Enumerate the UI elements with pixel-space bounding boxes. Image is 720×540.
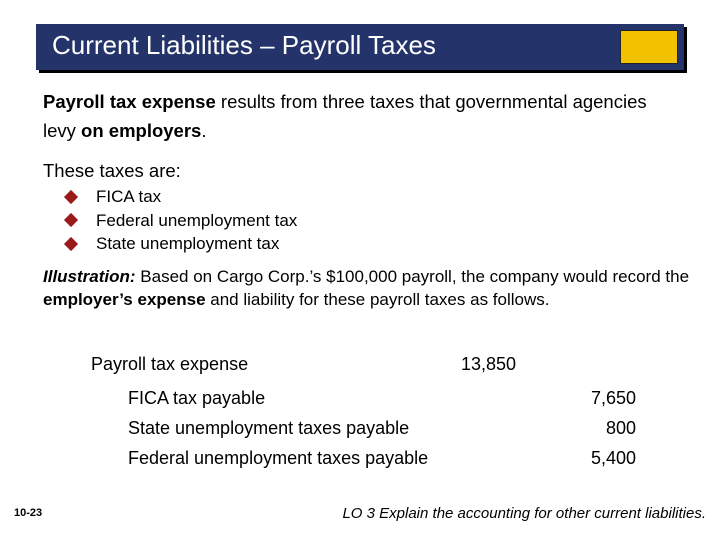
illustration-paragraph bbox=[43, 265, 703, 311]
credit-amount-state: 800 bbox=[605, 418, 636, 438]
intro-middle: results from three taxes that governmental agencies levy bbox=[43, 91, 647, 141]
list-item bbox=[64, 185, 297, 209]
title-bar bbox=[36, 24, 684, 70]
intro-bold-start: Payroll tax expense bbox=[43, 91, 216, 112]
taxes-heading: These taxes are: bbox=[43, 160, 181, 181]
diamond-bullet-icon bbox=[64, 213, 78, 227]
credit-account-state: State unemployment taxes payable bbox=[128, 418, 410, 438]
intro-end: . bbox=[201, 120, 207, 141]
intro-paragraph bbox=[43, 87, 683, 145]
illustration-text2: and liability for these payroll taxes as follows. bbox=[205, 290, 550, 309]
taxes-list bbox=[64, 185, 297, 256]
credit-amount-fica: 7,650 bbox=[590, 388, 636, 408]
learning-objective: LO 3 Explain the accounting for other current liabilities. bbox=[342, 505, 706, 522]
debit-account: Payroll tax expense bbox=[91, 354, 249, 374]
illustration-text1: Based on Cargo Corp.’s $100,000 payroll, the company would record the bbox=[135, 267, 690, 286]
credit-account-federal: Federal unemployment taxes payable bbox=[128, 448, 429, 468]
title-accent-block bbox=[620, 30, 678, 64]
list-item bbox=[64, 232, 297, 256]
credit-account-fica: FICA tax payable bbox=[128, 388, 266, 408]
tax-item-label: FICA tax bbox=[96, 187, 162, 206]
tax-item-label: Federal unemployment tax bbox=[96, 210, 298, 230]
illustration-label: Illustration: bbox=[43, 267, 136, 286]
slide-number: 10-23 bbox=[14, 507, 43, 519]
diamond-bullet-icon bbox=[64, 237, 78, 251]
illustration-bold: employer’s expense bbox=[43, 290, 206, 309]
credit-amount-federal: 5,400 bbox=[590, 448, 636, 468]
slide-title: Current Liabilities – Payroll Taxes bbox=[52, 30, 436, 60]
diamond-bullet-icon bbox=[64, 190, 78, 204]
tax-item-label: State unemployment tax bbox=[96, 234, 280, 253]
debit-amount: 13,850 bbox=[460, 354, 516, 374]
intro-bold-end: on employers bbox=[81, 120, 202, 141]
list-item bbox=[64, 209, 297, 233]
